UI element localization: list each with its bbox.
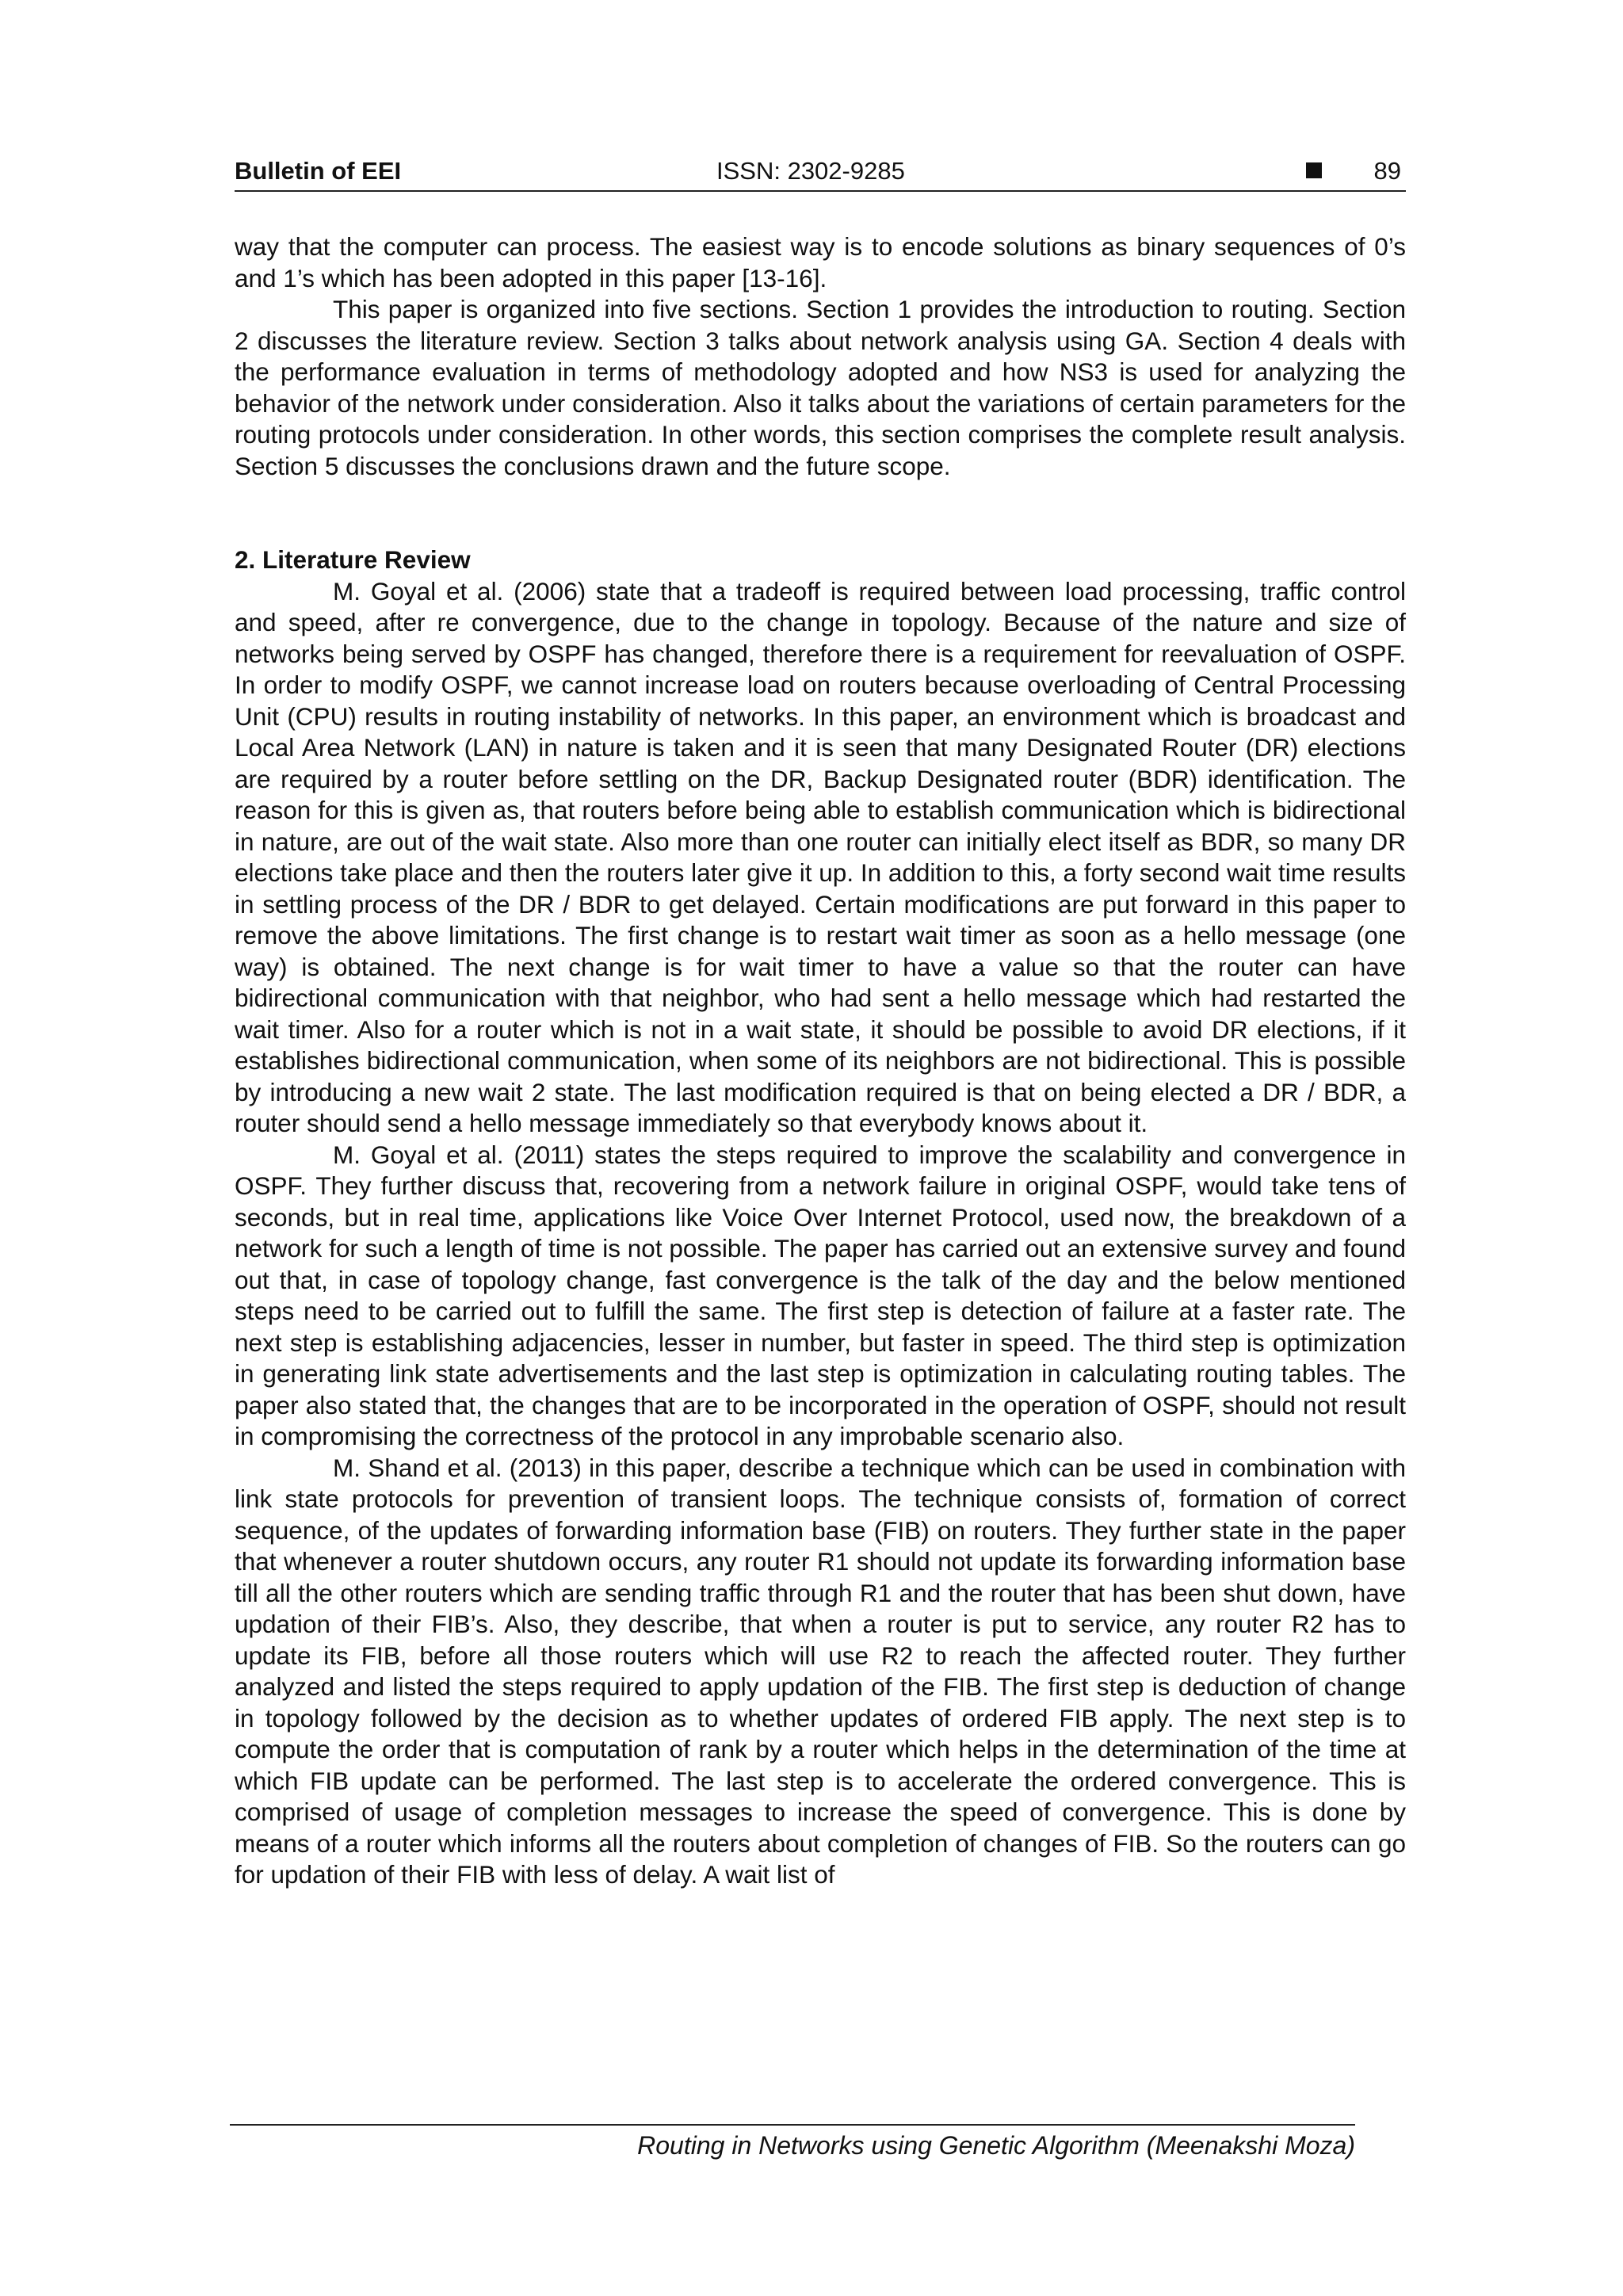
page-header <box>235 152 1406 192</box>
page-number: 89 <box>1373 157 1401 185</box>
section-heading: 2. Literature Review <box>235 545 471 574</box>
paragraph-organization: This paper is organized into five sections. Section 1 provides the introduction to routing. Section 2 discusses the literature review. Section 3 talks about network analysis using GA. Section 4 deals with the performance evaluation in terms of methodology adopted and how NS3 is used for analyzing the behavior of the network under consideration. Also it talks about the variations of certain parameters for the routing protocols under consideration. In other words, this section comprises the complete result analysis. Section 5 discusses the conclusions drawn and the future scope. <box>235 295 1406 480</box>
paragraph-shand-2013: M. Shand et al. (2013) in this paper, describe a technique which can be used in combination with link state protocols for prevention of transient loops. The technique consists of, formation of correct sequence, of the updates of forwarding information base (FIB) on routers. They further state in the paper that whenever a router shutdown occurs, any router R1 should not update its forwarding information base till all the other routers which are sending traffic through R1 and the router that has been shut down, have updation of their FIB’s. Also, they describe, that when a router is put to service, any router R2 has to update its FIB, before all those routers which will use R2 to reach the affected router. They further analyzed and listed the steps required to apply updation of the FIB. The first step is deduction of change in topology followed by the decision as to whether updates of ordered FIB apply. The next step is to compute the order that is computation of rank by a router which helps in the determination of the time at which FIB update can be performed. The last step is to accelerate the ordered convergence. This is comprised of usage of completion messages to increase the speed of convergence. This is done by means of a router which informs all the routers about completion of changes of FIB. So the routers can go for updation of their FIB with less of delay. A wait list of <box>235 1453 1406 1889</box>
paragraph-goyal-2006: M. Goyal et al. (2006) state that a tradeoff is required between load processing, traffic control and speed, after re convergence, due to the change in topology. Because of the nature and size of networks being served by OSPF has changed, therefore there is a requirement for reevaluation of OSPF. In order to modify OSPF, we cannot increase load on routers because overloading of Central Processing Unit (CPU) results in routing instability of networks. In this paper, an environment which is broadcast and Local Area Network (LAN) in nature is taken and it is seen that many Designated Router (DR) elections are required by a router before settling on the DR, Backup Designated router (BDR) identification. The reason for this is given as, that routers before being able to establish communication which is bidirectional in nature, are out of the wait state. Also more than one router can initially elect itself as BDR, so many DR elections take place and then the routers later give it up. In addition to this, a forty second wait time results in settling process of the DR / BDR to get delayed. Certain modifications are put forward in this paper to remove the above limitations. The first change is to restart wait timer as soon as a hello message (one way) is obtained. The next change is for wait timer to have a value so that the router can have bidirectional communication with that neighbor, who had sent a hello message which had restarted the wait timer. Also for a router which is not in a wait state, it should be possible to avoid DR elections, if it establishes bidirectional communication, when some of its neighbors are not bidirectional. This is possible by introducing a new wait 2 state. The last modification required is that on being elected a DR / BDR, a router should send a hello message immediately so that everybody knows about it. <box>235 576 1406 1137</box>
main-text <box>235 231 1406 1891</box>
issn-label: ISSN: 2302-9285 <box>716 157 905 185</box>
running-title: Routing in Networks using Genetic Algorithm (Meenakshi Moza) <box>637 2131 1355 2160</box>
paragraph-intro-end: way that the computer can process. The easiest way is to encode solutions as binary sequences of 0’s and 1’s which has been adopted in this paper [13-16]. <box>235 232 1406 292</box>
square-bullet-icon <box>1306 162 1322 178</box>
journal-name: Bulletin of EEI <box>235 157 402 185</box>
footer-divider <box>230 2124 1355 2126</box>
paragraph-goyal-2011: M. Goyal et al. (2011) states the steps required to improve the scalability and convergence in OSPF. They further discuss that, recovering from a network failure in original OSPF, would take tens of seconds, but in real time, applications like Voice Over Internet Protocol, used now, the breakdown of a network for such a length of time is not possible. The paper has carried out an extensive survey and found out that, in case of topology change, fast convergence is the talk of the day and the below mentioned steps need to be carried out to fulfill the same. The first step is detection of failure at a faster rate. The next step is establishing adjacencies, lesser in number, but faster in speed. The third step is optimization in generating link state advertisements and the last step is optimization in calculating routing tables. The paper also stated that, the changes that are to be incorporated in the operation of OSPF, should not result in compromising the correctness of the protocol in any improbable scenario also. <box>235 1140 1406 1450</box>
